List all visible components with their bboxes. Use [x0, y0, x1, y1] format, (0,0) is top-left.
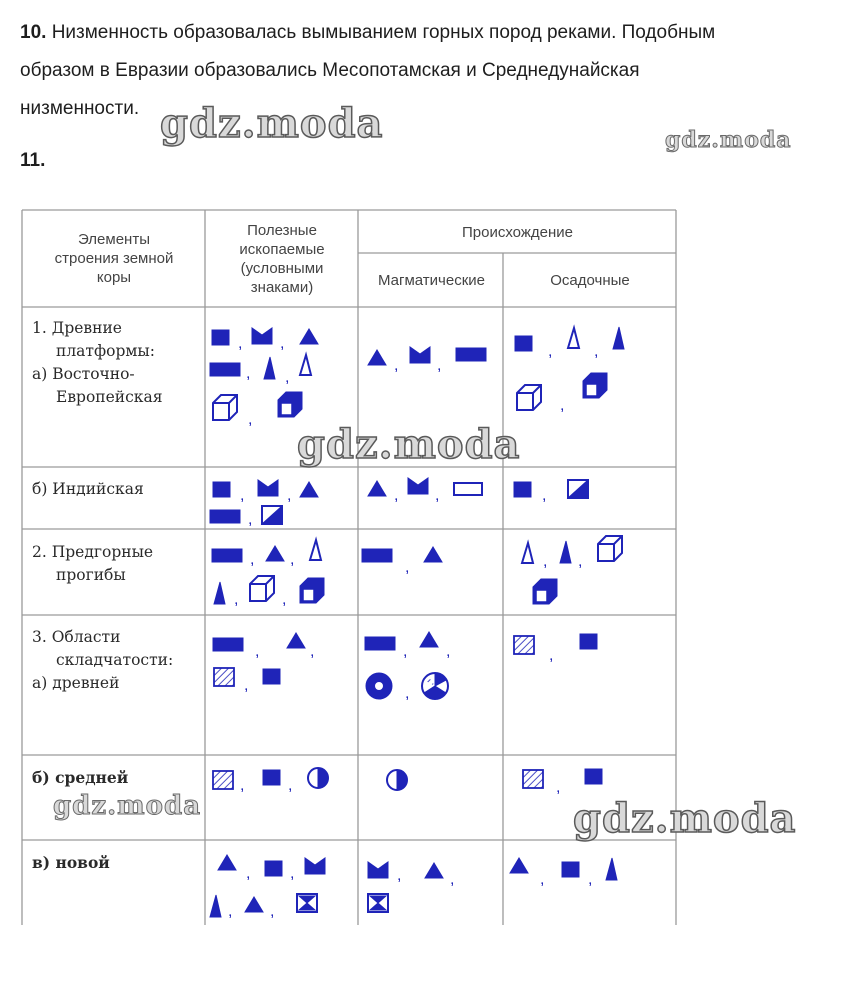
svg-text:,: ,: [280, 335, 285, 352]
row5-sedimentary: [523, 769, 602, 796]
task-10-line-3: низменности.: [20, 98, 140, 119]
row4-minerals: [213, 633, 314, 694]
row4-magmatic: [365, 632, 450, 702]
row1-minerals: [210, 328, 318, 428]
task-10-line-2: образом в Евразии образовались Месопотамская и Среднедунайская: [20, 60, 640, 81]
svg-text:,: ,: [228, 903, 233, 920]
row-label-ancient-platforms: 1. Древние платформы: а) Восточно- Европейская: [32, 319, 163, 406]
svg-text:,: ,: [248, 411, 253, 428]
svg-text:,: ,: [450, 871, 455, 888]
svg-text:,: ,: [244, 677, 249, 694]
row3-sedimentary: [522, 536, 622, 604]
svg-text:,: ,: [560, 397, 565, 414]
svg-text:,: ,: [549, 647, 554, 664]
svg-text:,: ,: [285, 369, 290, 386]
row6-magmatic: [368, 862, 454, 912]
svg-text:,: ,: [578, 553, 583, 570]
svg-text:,: ,: [290, 551, 295, 568]
watermark-5: gdz.moda: [573, 795, 797, 842]
row1-sedimentary: [515, 327, 624, 414]
header-origin: Происхождение: [462, 224, 573, 241]
svg-text:,: ,: [248, 511, 253, 528]
svg-text:,: ,: [394, 357, 399, 374]
svg-text:,: ,: [270, 903, 275, 920]
svg-text:,: ,: [542, 487, 547, 504]
svg-text:,: ,: [394, 487, 399, 504]
svg-text:,: ,: [540, 871, 545, 888]
row2-sedimentary: [514, 480, 588, 504]
row5-minerals: [213, 768, 328, 794]
svg-text:,: ,: [310, 643, 315, 660]
svg-text:,: ,: [240, 777, 245, 794]
svg-text:,: ,: [437, 357, 442, 374]
task-10-line-1: 10. Низменность образовалась вымыванием горных пород реками. Подобным: [20, 22, 716, 43]
svg-text:,: ,: [240, 487, 245, 504]
svg-text:,: ,: [246, 365, 251, 382]
row4-sedimentary: [514, 634, 597, 664]
task-11-number: 11.: [20, 150, 46, 171]
header-sedimentary: Осадочные: [550, 272, 630, 289]
header-structure-elements: Элементы строения земной коры: [54, 231, 174, 286]
svg-text:,: ,: [282, 591, 287, 608]
watermark-3: gdz.moda: [297, 421, 521, 468]
watermark-1: gdz.moda: [160, 100, 384, 147]
svg-text:,: ,: [288, 777, 293, 794]
svg-text:,: ,: [234, 591, 239, 608]
svg-text:,: ,: [290, 865, 295, 882]
svg-text:,: ,: [446, 643, 451, 660]
row6-sedimentary: [510, 858, 617, 888]
row2-minerals: [210, 480, 318, 528]
row-label-middle: б) средней: [32, 768, 129, 787]
watermark-2: gdz.moda: [665, 127, 792, 153]
task-10-number: 10.: [20, 22, 47, 43]
svg-text:,: ,: [287, 487, 292, 504]
svg-text:,: ,: [543, 553, 548, 570]
row-label-folding-areas: 3. Области складчатости: а) древней: [32, 628, 174, 692]
row-label-indian: б) Индийская: [32, 480, 144, 498]
row-label-foredeeps: 2. Предгорные прогибы: [32, 543, 154, 584]
svg-text:,: ,: [397, 867, 402, 884]
row5-magmatic: [387, 770, 407, 790]
svg-text:,: ,: [246, 865, 251, 882]
row1-magmatic: [368, 347, 486, 374]
row3-magmatic: [362, 547, 442, 576]
row3-minerals: [212, 540, 324, 608]
svg-text:,: ,: [250, 551, 255, 568]
header-minerals: Полезные ископаемые (условными знаками): [239, 222, 325, 296]
svg-text:,: ,: [405, 559, 410, 576]
svg-text:,: ,: [594, 343, 599, 360]
row-label-new: в) новой: [32, 853, 110, 872]
svg-text:,: ,: [238, 335, 243, 352]
header-magmatic: Магматические: [378, 272, 485, 289]
watermark-4: gdz.moda: [53, 791, 202, 821]
svg-text:,: ,: [435, 487, 440, 504]
svg-text:,: ,: [255, 643, 260, 660]
svg-text:,: ,: [405, 685, 410, 702]
svg-text:,: ,: [556, 779, 561, 796]
row2-magmatic: [368, 478, 482, 504]
svg-text:,: ,: [403, 643, 408, 660]
row6-minerals: [210, 855, 325, 920]
svg-text:,: ,: [548, 343, 553, 360]
svg-text:,: ,: [588, 871, 593, 888]
